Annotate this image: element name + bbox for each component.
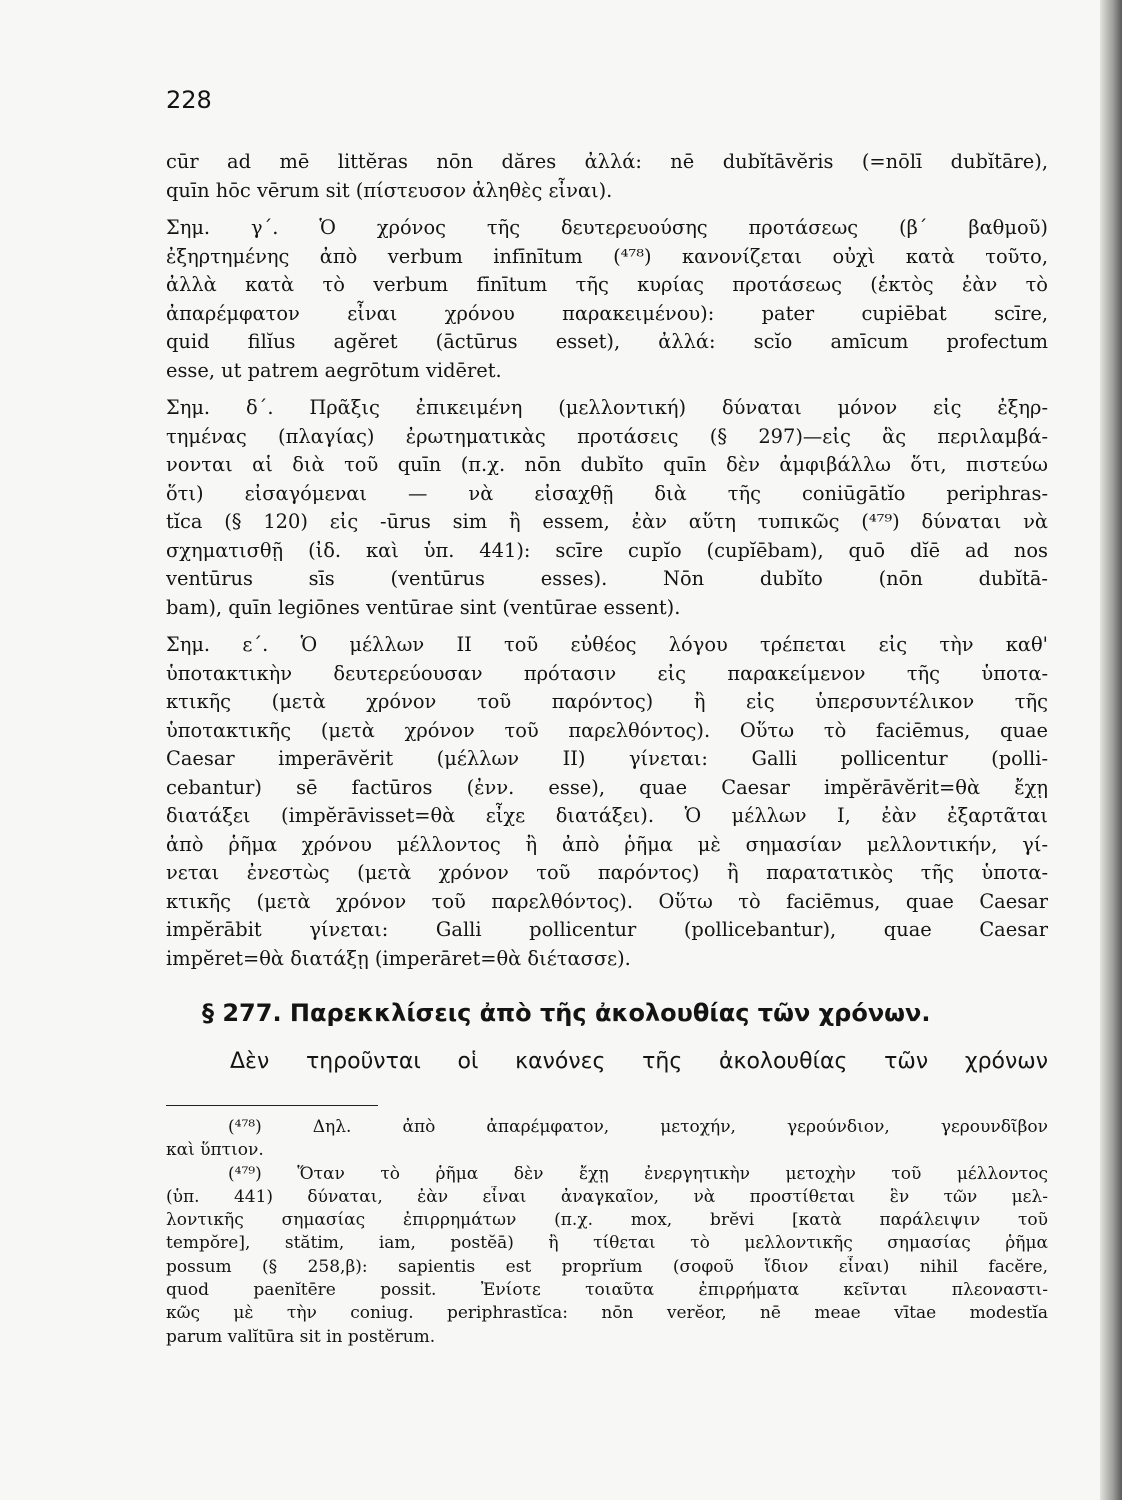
note-epsilon-first-line: Σημ. ε΄. Ὁ μέλλων ΙΙ τοῦ εὐθέος λόγου τρέπεται εἰς τὴν καθ' bbox=[166, 633, 1048, 656]
body-line: ἀπαρέμφατον εἶναι χρόνου παρακειμένου): pater cupiēbat scīre, bbox=[166, 301, 1048, 325]
body-line: quid filĭus agĕret (āctūrus esset), ἀλλά: scĭo amīcum profectum bbox=[166, 330, 1048, 353]
footnote-line: (ὑπ. 441) δύναται, ἐὰν εἶναι ἀναγκαῖον, νὰ προστίθεται ἓν τῶν μελ- bbox=[166, 1186, 1048, 1207]
body-line: κτικῆς (μετὰ χρόνον τοῦ παρελθόντος). Οὕτω τὸ faciēmus, quae Caesar bbox=[166, 889, 1048, 913]
footnote-line: tempŏre], stătim, iam, postĕā) ἢ τίθεται τὸ μελλοντικῆς σημασίας ῥῆμα bbox=[166, 1233, 1048, 1254]
body-line: esse, ut patrem aegrōtum vidēret. bbox=[166, 358, 502, 382]
body-line: cūr ad mē littĕras nōn dăres ἀλλά: nē dubĭtāvĕris (=nōlī dubĭtāre), bbox=[166, 150, 1048, 173]
page-edge-shadow bbox=[1100, 0, 1122, 1500]
body-line: ὅτι) εἰσαγόμεναι — νὰ εἰσαχθῇ διὰ τῆς coniūgātĭo periphras- bbox=[166, 481, 1048, 505]
body-line: ἐξηρτημένης ἀπὸ verbum infīnītum (⁴⁷⁸) κανονίζεται οὐχὶ κατὰ τοῦτο, bbox=[166, 244, 1048, 268]
body-line: Caesar imperāvĕrit (μέλλων ΙΙ) γίνεται: Galli pollicentur (polli- bbox=[166, 747, 1048, 770]
body-line: διατάξει (impĕrāvisset=θὰ εἶχε διατάξει). Ὁ μέλλων Ι, ἐὰν ἐξαρτᾶται bbox=[166, 804, 1048, 827]
footnote-line: possum (§ 258,β): sapientis est proprĭum (σοφοῦ ἴδιον εἶναι) nihil facĕre, bbox=[166, 1256, 1048, 1277]
body-line: impĕrābit γίνεται: Galli pollicentur (pollicebantur), quae Caesar bbox=[166, 918, 1048, 941]
body-line: quīn hōc vērum sit (πίστευσον ἀληθὲς εἶναι). bbox=[166, 178, 613, 202]
footnote-line: καὶ ὕπτιον. bbox=[166, 1140, 264, 1161]
body-line: tĭca (§ 120) εἰς -ūrus sim ἢ essem, ἐὰν αὕτη τυπικῶς (⁴⁷⁹) δύναται νὰ bbox=[166, 510, 1048, 533]
footnote-478: (⁴⁷⁸) Δηλ. ἀπὸ ἀπαρέμφατον, μετοχήν, γερούνδιον, γερουνδῖβον bbox=[228, 1117, 1048, 1137]
body-line: cebantur) sē factūros (ἐνν. esse), quae Caesar impĕrāvĕrit=θὰ ἔχῃ bbox=[166, 775, 1048, 799]
body-line: ὑποτακτικῆς (μετὰ χρόνον τοῦ παρελθόντος). Οὕτω τὸ faciēmus, quae bbox=[166, 718, 1048, 742]
body-line: νεται ἐνεστὼς (μετὰ χρόνον τοῦ παρόντος) ἢ παρατατικὸς τῆς ὑποτα- bbox=[166, 861, 1048, 884]
section-first-line: Δὲν τηροῦνται οἱ κανόνες τῆς ἀκολουθίας τῶν χρόνων bbox=[230, 1049, 1048, 1074]
footnote-line: parum valĭtūra sit in postĕrum. bbox=[166, 1326, 436, 1347]
page-body bbox=[166, 148, 1048, 1349]
section-heading: § 277. Παρεκκλίσεις ἀπὸ τῆς ἀκολουθίας τῶν χρόνων. bbox=[202, 999, 931, 1027]
body-line: νονται αἱ διὰ τοῦ quīn (π.χ. nōn dubĭto quīn δὲν ἀμφιβάλλω ὅτι, πιστεύω bbox=[166, 453, 1048, 476]
body-line: ὑποτακτικὴν δευτερεύουσαν πρότασιν εἰς παρακείμενον τῆς ὑποτα- bbox=[166, 661, 1048, 685]
footnote-479: (⁴⁷⁹) Ὅταν τὸ ῥῆμα δὲν ἔχῃ ἐνεργητικὴν μετοχὴν τοῦ μέλλοντος bbox=[228, 1163, 1048, 1184]
footnote-line: quod paenĭtēre possit. Ἐνίοτε τοιαῦτα ἐπιρρήματα κεῖνται πλεοναστι- bbox=[166, 1280, 1048, 1301]
body-line: τημένας (πλαγίας) ἐρωτηματικὰς προτάσεις (§ 297)—εἰς ἃς περιλαμβά- bbox=[166, 424, 1048, 448]
body-line: bam), quīn legiōnes ventūrae sint (ventūrae essent). bbox=[166, 595, 681, 619]
body-line: impĕret=θὰ διατάξῃ (imperāret=θὰ διέτασσε). bbox=[166, 946, 631, 970]
body-line: ἀλλὰ κατὰ τὸ verbum fīnītum τῆς κυρίας προτάσεως (ἐκτὸς ἐὰν τὸ bbox=[166, 273, 1048, 296]
footnote-line: κῶς μὲ τὴν coniug. periphrastĭca: nōn verĕor, nē meae vītae modestĭa bbox=[166, 1303, 1048, 1324]
page-number: 228 bbox=[166, 86, 212, 114]
body-line: σχηματισθῇ (ἰδ. καὶ ὑπ. 441): scīre cupĭo (cupĭēbam), quō dĭē ad nos bbox=[166, 538, 1048, 562]
note-gamma-first-line: Σημ. γ΄. Ὁ χρόνος τῆς δευτερευούσης προτάσεως (β΄ βαθμοῦ) bbox=[166, 216, 1048, 239]
body-line: κτικῆς (μετὰ χρόνον τοῦ παρόντος) ἢ εἰς ὑπερσυντέλικον τῆς bbox=[166, 690, 1048, 713]
footnote-divider bbox=[166, 1105, 378, 1106]
footnote-line: λοντικῆς σημασίας ἐπιρρημάτων (π.χ. mox, brĕvi [κατὰ παράλειψιν τοῦ bbox=[166, 1210, 1048, 1231]
note-delta-first-line: Σημ. δ΄. Πρᾶξις ἐπικειμένη (μελλοντική) δύναται μόνον εἰς ἐξηρ- bbox=[166, 396, 1048, 419]
body-line: ventūrus sīs (ventūrus esses). Nōn dubĭto (nōn dubĭtā- bbox=[166, 567, 1048, 590]
body-line: ἀπὸ ῥῆμα χρόνου μέλλοντος ἢ ἀπὸ ῥῆμα μὲ σημασίαν μελλοντικήν, γί- bbox=[166, 832, 1048, 856]
